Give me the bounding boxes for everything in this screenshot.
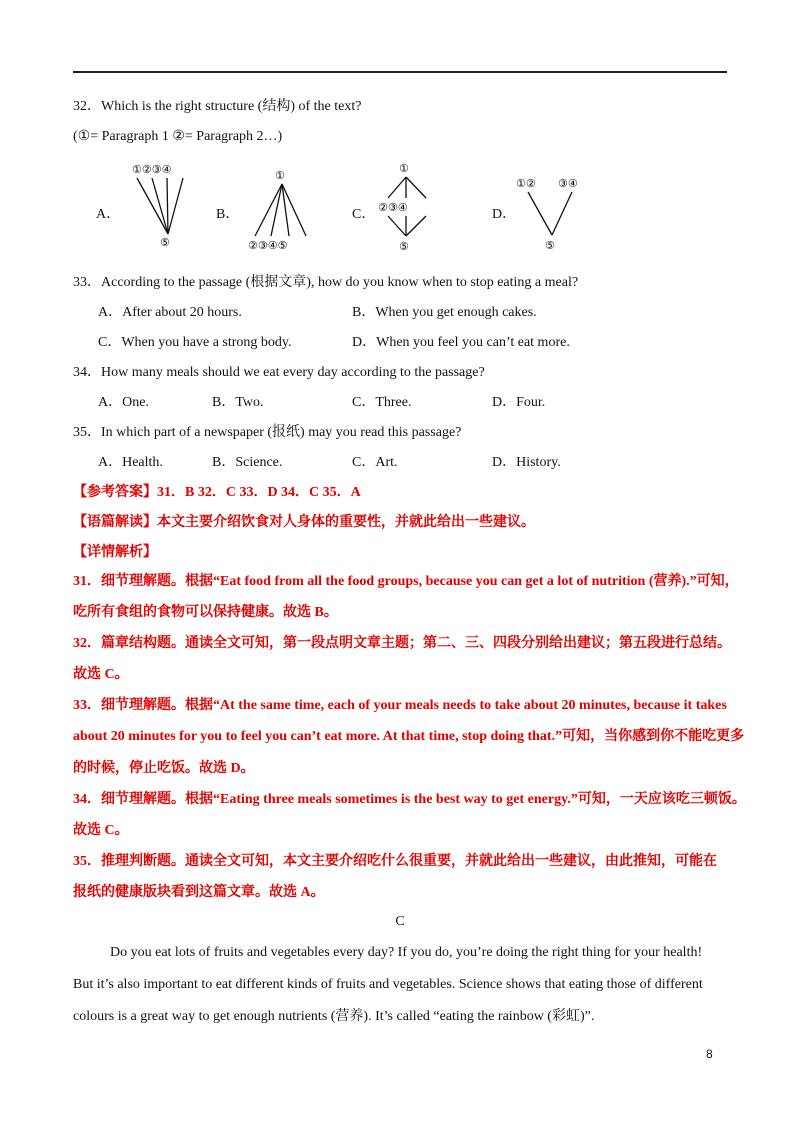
passage-summary: 【语篇解读】本文主要介绍饮食对人身体的重要性，并就此给出一些建议。 [73,515,535,530]
explanation-32-line2: 故选 C。 [73,667,129,682]
q35-option-c[interactable]: C．Art. [352,455,398,470]
q32-option-c-label[interactable]: C． [352,207,376,222]
explanation-34-line2: 故选 C。 [73,823,129,838]
q35-option-d[interactable]: D．History. [492,455,561,470]
diagram-d-top-right: ③④ [558,177,578,190]
diagram-d-bottom: ⑤ [545,239,555,252]
diagram-b-top: ① [275,169,285,182]
diagram-a-bottom: ⑤ [160,236,170,249]
page-number: 8 [706,1047,713,1061]
q32-option-b-label[interactable]: B． [216,207,240,222]
q35-stem: 35．In which part of a newspaper (报纸) may you read this passage? [73,425,462,440]
q34-option-b[interactable]: B．Two. [212,395,264,410]
q34-stem: 34．How many meals should we eat every day according to the passage? [73,365,485,380]
structure-diagram-c [374,158,444,254]
detail-heading: 【详情解析】 [73,545,157,560]
q32-option-a-label[interactable]: A． [96,207,121,222]
section-c-paragraph-line3: colours is a great way to get enough nutrients (营养). It’s called “eating the rainbow (彩虹)”. [73,1009,595,1024]
section-c-heading: C [395,914,405,929]
q35-option-a[interactable]: A．Health. [98,455,163,470]
structure-diagram-b [244,164,324,254]
explanation-33-line3: 的时候，停止吃饭。故选 D。 [73,761,255,776]
diagram-a-top: ①②③④ [132,163,172,176]
section-c-paragraph-line1: Do you eat lots of fruits and vegetables every day? If you do, you’re doing the right thing for your health! [110,945,703,960]
structure-diagram-d [514,172,592,254]
diagram-c-middle: ②③④ [378,201,408,214]
q33-option-a[interactable]: A．After about 20 hours. [98,305,242,320]
diagram-b-bottom: ②③④⑤ [248,239,288,252]
explanation-33-line1: 33．细节理解题。根据“At the same time, each of your meals needs to take about 20 minutes, because it takes [73,698,727,713]
q32-stem: 32．Which is the right structure (结构) of the text? [73,99,362,114]
diagram-c-bottom: ⑤ [399,240,409,253]
q33-option-c[interactable]: C．When you have a strong body. [98,335,292,350]
diagram-d-top-left: ①② [516,177,536,190]
q34-option-a[interactable]: A．One. [98,395,149,410]
explanation-34-line1: 34．细节理解题。根据“Eating three meals sometimes is the best way to get energy.”可知，一天应该吃三顿饭。 [73,792,746,807]
q32-option-d-label[interactable]: D． [492,207,517,222]
structure-diagram-a [128,158,212,253]
explanation-35-line1: 35．推理判断题。通读全文可知，本文主要介绍吃什么很重要，并就此给出一些建议，由此推知，可能在 [73,854,717,869]
explanation-33-line2: about 20 minutes for you to feel you can’t eat more. At that time, stop doing that.”可知，当你感到你不能吃更多 [73,729,745,744]
q33-option-b[interactable]: B．When you get enough cakes. [352,305,537,320]
q32-legend: (①= Paragraph 1 ②= Paragraph 2…) [73,129,283,144]
explanation-31-line1: 31．细节理解题。根据“Eat food from all the food groups, because you can get a lot of nutrition (营养).”可知， [73,574,739,589]
q33-stem: 33．According to the passage (根据文章), how do you know when to stop eating a meal? [73,275,579,290]
section-c-paragraph-line2: But it’s also important to eat different kinds of fruits and vegetables. Science shows that eating those of different [73,977,703,992]
explanation-31-line2: 吃所有食组的食物可以保持健康。故选 B。 [73,605,338,620]
explanation-32-line1: 32．篇章结构题。通读全文可知，第一段点明文章主题；第二、三、四段分别给出建议；第五段进行总结。 [73,636,731,651]
q35-option-b[interactable]: B．Science. [212,455,283,470]
explanation-35-line2: 报纸的健康版块看到这篇文章。故选 A。 [73,885,325,900]
answer-key: 【参考答案】31．B 32．C 33．D 34．C 35．A [73,485,361,500]
diagram-c-top: ① [399,162,409,175]
q34-option-c[interactable]: C．Three. [352,395,412,410]
q33-option-d[interactable]: D．When you feel you can’t eat more. [352,335,570,350]
q34-option-d[interactable]: D．Four. [492,395,546,410]
header-rule [73,71,727,73]
